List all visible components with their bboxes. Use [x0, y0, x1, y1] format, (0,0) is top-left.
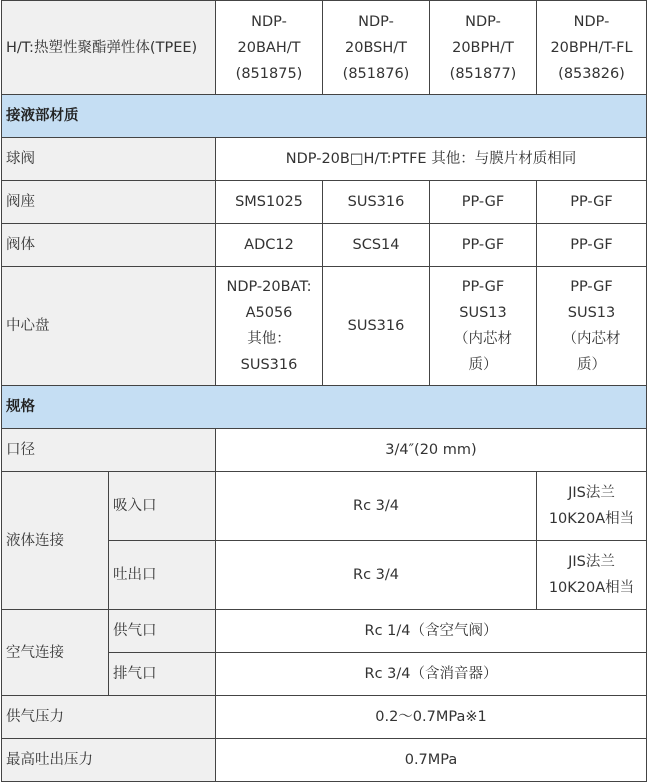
- model-name: NDP-: [358, 13, 394, 30]
- cell-value: SMS1025: [216, 181, 323, 224]
- row-label: 阀体: [2, 224, 216, 267]
- table-row: [2, 138, 647, 181]
- row-label: 最高吐出压力: [2, 739, 216, 782]
- row-label: 吸入口: [109, 472, 216, 541]
- cell-value: NDP-20B□H/T:PTFE 其他：与膜片材质相同: [216, 138, 647, 181]
- cell-value: 0.2～0.7MPa※1: [216, 696, 647, 739]
- group-label: 液体连接: [2, 472, 109, 610]
- cell-value: 3/4″(20 mm): [216, 429, 647, 472]
- cell-line: 其他：: [247, 331, 291, 347]
- table-row: [2, 429, 647, 472]
- cell-value: Rc 3/4: [216, 472, 537, 541]
- section-header-specs: 规格: [2, 386, 647, 429]
- table-row: [2, 472, 647, 541]
- cell-line: A5056: [245, 305, 293, 321]
- table-row: [2, 610, 647, 653]
- table-row: [2, 696, 647, 739]
- cell-line: 质）: [468, 357, 498, 373]
- table-row: [2, 181, 647, 224]
- header-row: [2, 1, 647, 95]
- cell-line: SUS316: [240, 357, 298, 373]
- cell-line: 10K20A相当: [548, 511, 635, 527]
- section-row: [2, 95, 647, 138]
- model-code: (853826): [558, 65, 625, 82]
- model-code: (851876): [342, 65, 410, 82]
- cell-line: JIS法兰: [568, 554, 615, 570]
- cell-line: 10K20A相当: [548, 580, 635, 596]
- cell-line: SUS13: [459, 305, 507, 321]
- cell-value: [537, 472, 647, 541]
- cell-line: PP-GF: [570, 279, 613, 295]
- model-name: NDP-: [251, 13, 287, 30]
- spec-table: [1, 0, 647, 782]
- model-code: (851875): [235, 65, 303, 82]
- model-code: (851877): [449, 65, 517, 82]
- cell-value: [537, 267, 647, 386]
- model-name: 20BPH/T-FL: [550, 39, 633, 56]
- model-name: NDP-: [573, 13, 610, 30]
- model-header: [537, 1, 647, 95]
- cell-line: JIS法兰: [568, 485, 615, 501]
- cell-line: NDP-20BAT:: [226, 279, 312, 295]
- cell-value: ADC12: [216, 224, 323, 267]
- cell-value: [430, 267, 537, 386]
- cell-value: Rc 3/4: [216, 541, 537, 610]
- table-row: [2, 739, 647, 782]
- table-row: [2, 267, 647, 386]
- cell-value: 0.7MPa: [216, 739, 647, 782]
- model-header: [216, 1, 323, 95]
- cell-line: 质）: [577, 357, 606, 373]
- row-label: 供气压力: [2, 696, 216, 739]
- cell-line: （内芯材: [562, 331, 621, 347]
- cell-value: Rc 3/4（含消音器）: [216, 653, 647, 696]
- cell-value: [216, 267, 323, 386]
- model-name: 20BSH/T: [345, 39, 407, 56]
- cell-value: SCS14: [323, 224, 430, 267]
- model-header: [323, 1, 430, 95]
- cell-line: SUS13: [567, 305, 616, 321]
- row-label: 吐出口: [109, 541, 216, 610]
- model-name: 20BPH/T: [452, 39, 514, 56]
- cell-line: PP-GF: [461, 279, 505, 295]
- cell-value: PP-GF: [430, 181, 537, 224]
- row-label: 球阀: [2, 138, 216, 181]
- model-name: NDP-: [465, 13, 501, 30]
- cell-value: Rc 1/4（含空气阀）: [216, 610, 647, 653]
- cell-value: PP-GF: [537, 224, 647, 267]
- section-row: [2, 386, 647, 429]
- cell-value: PP-GF: [430, 224, 537, 267]
- model-name: 20BAH/T: [237, 39, 301, 56]
- row-label: 排气口: [109, 653, 216, 696]
- row-label: 口径: [2, 429, 216, 472]
- row-label: 供气口: [109, 610, 216, 653]
- cell-value: PP-GF: [537, 181, 647, 224]
- cell-value: SUS316: [323, 267, 430, 386]
- cell-value: [537, 541, 647, 610]
- row-label: 阀座: [2, 181, 216, 224]
- table-row: [2, 224, 647, 267]
- section-header-wetted: 接液部材质: [2, 95, 647, 138]
- group-label: 空气连接: [2, 610, 109, 696]
- cell-value: SUS316: [323, 181, 430, 224]
- material-label: H/T:热塑性聚酯弹性体(TPEE): [2, 1, 216, 95]
- cell-line: （内芯材: [454, 331, 512, 347]
- row-label: 中心盘: [2, 267, 216, 386]
- model-header: [430, 1, 537, 95]
